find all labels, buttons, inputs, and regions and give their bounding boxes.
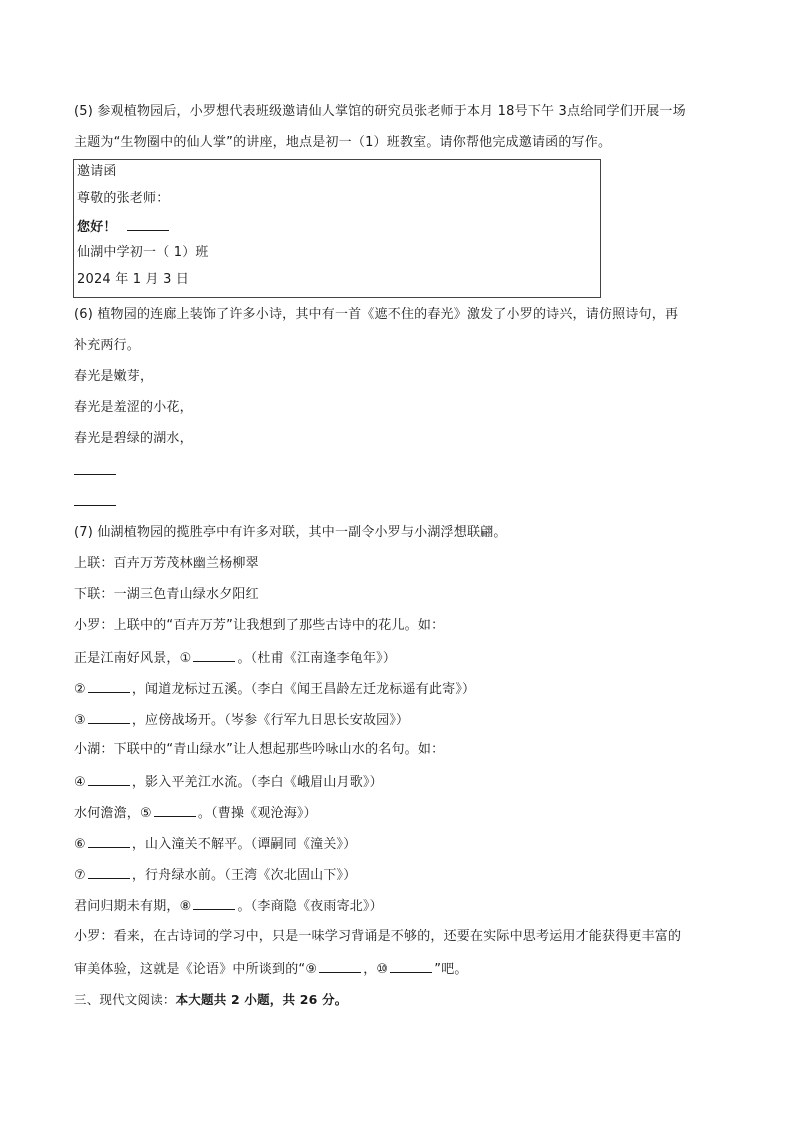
section-heading-detail: 本大题共 2 小题，共 26 分。 bbox=[175, 992, 348, 1007]
fill-blank-3[interactable] bbox=[88, 710, 130, 724]
poem-fill-item-1 bbox=[74, 648, 396, 668]
item-text: ，⑩ bbox=[363, 962, 389, 977]
luo-dialogue-1: 小罗：上联中的“百卉万芳”让我想到了那些古诗中的花儿。如： bbox=[74, 618, 445, 633]
poem-answer-blank[interactable] bbox=[74, 461, 116, 475]
poem-answer-row bbox=[74, 492, 116, 512]
fill-blank-8[interactable] bbox=[193, 896, 235, 910]
fill-blank-4[interactable] bbox=[88, 772, 130, 786]
fill-blank-6[interactable] bbox=[88, 834, 130, 848]
item-text: 君问归期未有期，⑧ bbox=[74, 899, 192, 914]
poem-fill-item-2 bbox=[74, 679, 475, 699]
poem-fill-item-7 bbox=[74, 865, 356, 885]
poem-fill-item-8 bbox=[74, 896, 383, 916]
item-text: ③ bbox=[74, 713, 86, 728]
luo-dialogue-2-line2 bbox=[74, 959, 468, 979]
poem-fill-item-3 bbox=[74, 710, 409, 730]
item-text: 。（杜甫《江南逢李龟年》） bbox=[237, 651, 397, 666]
q5-prompt-line1: (5) 参观植物园后，小罗想代表班级邀请仙人掌馆的研究员张老师于本月 18号下午 3点给同学们开展一场 bbox=[74, 104, 686, 119]
couplet-upper: 上联：百卉万芳茂林幽兰杨柳翠 bbox=[74, 556, 259, 571]
fill-blank-9[interactable] bbox=[319, 959, 361, 973]
letter-salutation: 尊敬的张老师： bbox=[77, 191, 170, 206]
fill-blank-7[interactable] bbox=[88, 865, 130, 879]
item-text: ，闻道龙标过五溪。（李白《闻王昌龄左迁龙标遥有此寄》） bbox=[131, 682, 476, 697]
letter-signature: 仙湖中学初一（ 1）班 bbox=[77, 245, 209, 260]
q6-prompt-line1: (6) 植物园的连廊上装饰了许多小诗，其中有一首《遮不住的春光》激发了小罗的诗兴，请仿照诗句，再 bbox=[74, 307, 679, 322]
fill-blank-5[interactable] bbox=[154, 803, 196, 817]
poem-fill-item-5 bbox=[74, 803, 317, 823]
poem-line: 春光是嫩芽， bbox=[74, 369, 154, 384]
item-text: ⑥ bbox=[74, 837, 86, 852]
letter-greeting-row bbox=[77, 217, 171, 237]
section-heading-label: 三、现代文阅读： bbox=[74, 992, 176, 1007]
item-text: ，影入平羌江水流。（李白《峨眉山月歌》） bbox=[131, 775, 383, 790]
item-text: 。（李商隐《夜雨寄北》） bbox=[237, 899, 383, 914]
item-text: ④ bbox=[74, 775, 86, 790]
fill-blank-10[interactable] bbox=[390, 959, 432, 973]
q6-prompt-line2: 补充两行。 bbox=[74, 338, 141, 353]
poem-answer-row bbox=[74, 461, 116, 481]
poem-fill-item-4 bbox=[74, 772, 383, 792]
letter-title: 邀请函 bbox=[77, 164, 117, 179]
item-text: 。（曹操《观沧海》） bbox=[197, 806, 317, 821]
poem-line: 春光是碧绿的湖水， bbox=[74, 431, 193, 446]
poem-answer-blank[interactable] bbox=[74, 492, 116, 506]
item-text: ”吧。 bbox=[434, 962, 468, 977]
couplet-lower: 下联：一湖三色青山绿水夕阳红 bbox=[74, 587, 259, 602]
fill-blank-2[interactable] bbox=[88, 679, 130, 693]
invitation-letter-box bbox=[73, 159, 601, 298]
fill-blank-1[interactable] bbox=[193, 648, 235, 662]
q5-prompt-line2: 主题为“生物圈中的仙人掌”的讲座，地点是初一（1）班教室。请你帮他完成邀请函的写作。 bbox=[74, 135, 612, 150]
item-text: ② bbox=[74, 682, 86, 697]
poem-line: 春光是羞涩的小花， bbox=[74, 400, 193, 415]
item-text: ，行舟绿水前。（王湾《次北固山下》） bbox=[131, 868, 357, 883]
item-text: ，山入潼关不解平。（谭嗣同《潼关》） bbox=[131, 837, 357, 852]
luo-dialogue-2-line1: 小罗：看来，在古诗词的学习中，只是一味学习背诵是不够的，还要在实际中思考运用才能获得更丰富的 bbox=[74, 929, 682, 944]
item-text: 审美体验，这就是《论语》中所谈到的“⑨ bbox=[74, 962, 318, 977]
letter-date: 2024 年 1 月 3 日 bbox=[77, 272, 190, 287]
poem-fill-item-6 bbox=[74, 834, 356, 854]
item-text: ⑦ bbox=[74, 868, 86, 883]
q7-intro: (7) 仙湖植物园的揽胜亭中有许多对联，其中一副令小罗与小湖浮想联翩。 bbox=[74, 525, 507, 540]
section-3-heading bbox=[74, 991, 348, 1009]
hu-dialogue-1: 小湖：下联中的“青山绿水”让人想起那些吟咏山水的名句。如： bbox=[74, 742, 445, 757]
letter-greeting: 您好！ bbox=[77, 220, 117, 235]
item-text: 正是江南好风景，① bbox=[74, 651, 192, 666]
item-text: 水何澹澹，⑤ bbox=[74, 806, 152, 821]
item-text: ，应傍战场开。（岑参《行军九日思长安故园》） bbox=[131, 713, 410, 728]
letter-body-blank[interactable] bbox=[127, 217, 169, 231]
